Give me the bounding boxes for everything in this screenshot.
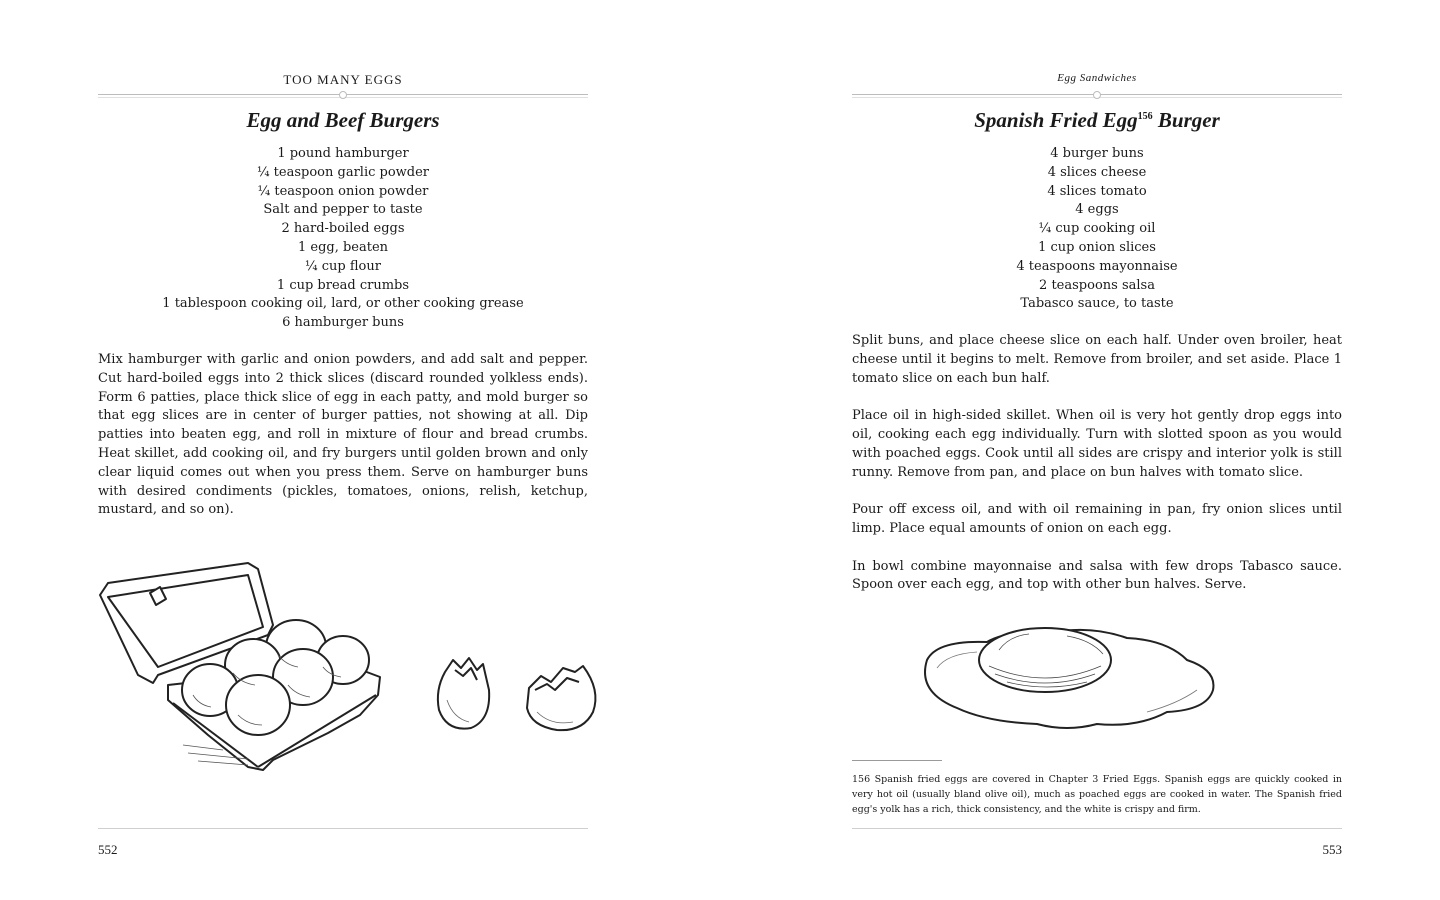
instructions	[852, 332, 1342, 614]
recipe-title	[852, 108, 1342, 133]
recipe-title-suffix: Burger	[1152, 108, 1220, 132]
instructions	[98, 351, 588, 539]
ingredient-item: 1 tablespoon cooking oil, lard, or other cooking grease	[162, 296, 524, 312]
instruction-paragraph: Split buns, and place cheese slice on each half. Under oven broiler, heat cheese until it begins to melt. Remove from broiler, and set aside. Place 1 tomato slice on each bun half.	[852, 333, 1342, 386]
ingredient-item: ¼ teaspoon garlic powder	[256, 164, 430, 180]
footer-rule	[852, 828, 1342, 829]
ingredient-item: 1 egg, beaten	[297, 239, 389, 255]
header-rule	[98, 92, 588, 98]
ingredient-item: ¼ teaspoon onion powder	[257, 183, 429, 199]
cracked-eggshell-icon	[433, 650, 613, 740]
ingredient-item: 4 teaspoons mayonnaise	[1016, 258, 1178, 274]
ingredient-item: 4 slices tomato	[1047, 183, 1147, 199]
ingredient-item: ¼ cup cooking oil	[1038, 221, 1156, 237]
ingredient-item: Salt and pepper to taste	[263, 202, 423, 218]
ingredient-item: 2 hard-boiled eggs	[281, 221, 405, 237]
footnote-marker: 156	[1137, 111, 1153, 122]
ingredient-item: Tabasco sauce, to taste	[1020, 296, 1174, 312]
fried-egg-icon	[917, 620, 1227, 735]
left-page	[98, 0, 588, 900]
instruction-paragraph: Mix hamburger with garlic and onion powders, and add salt and pepper. Cut hard-boiled eggs into 2 thick slices (discard rounded yolkless ends). Form 6 patties, place thick slice of egg in each patty, and mold burger so that egg slices are in center of burger patties, not showing at all. Dip patties into beaten egg, and roll in mixture of flour and bread crumbs. Heat skillet, add cooking oil, and fry burgers until golden brown and only clear liquid comes out when you press them. Serve on hamburger buns with desired condiments (pickles, tomatoes, onions, relish, ketchup, mustard, and so on).	[98, 352, 588, 518]
ingredient-item: 1 pound hamburger	[277, 146, 409, 161]
page-number: 552	[98, 842, 118, 857]
running-head: Egg Sandwiches	[1057, 72, 1137, 84]
instruction-paragraph: Pour off excess oil, and with oil remaining in pan, fry onion slices until limp. Place equal amounts of onion on each egg.	[852, 502, 1342, 536]
footer-rule	[98, 828, 588, 829]
running-head: TOO MANY EGGS	[283, 72, 403, 87]
footnote-rule	[852, 760, 942, 761]
header-rule	[852, 92, 1342, 98]
instruction-paragraph: Place oil in high-sided skillet. When oil is very hot gently drop eggs into oil, cooking each egg individually. Turn with slotted spoon as you would with poached eggs. Cook until all sides are crispy and interior yolk is still runny. Remove from pan, and place on bun halves with tomato slice.	[852, 408, 1342, 480]
recipe-title: Egg and Beef Burgers	[246, 108, 440, 132]
instruction-paragraph: In bowl combine mayonnaise and salsa with few drops Tabasco sauce. Spoon over each egg, and top with other bun halves. Serve.	[852, 558, 1342, 593]
ingredient-list	[852, 145, 1342, 314]
ingredient-item: 4 burger buns	[1050, 146, 1144, 161]
ingredient-list	[98, 145, 588, 333]
recipe-title-main: Spanish Fried Egg	[974, 108, 1138, 132]
ingredient-item: 2 teaspoons salsa	[1039, 277, 1155, 293]
page-number: 553	[1322, 842, 1342, 857]
ingredient-item: 6 hamburger buns	[282, 315, 404, 331]
ingredient-item: ¼ cup flour	[305, 258, 381, 274]
ingredient-item: 4 slices cheese	[1047, 164, 1147, 180]
right-page	[852, 0, 1342, 900]
ingredient-item: 1 cup onion slices	[1038, 239, 1156, 255]
footnote: 156 Spanish fried eggs are covered in Chapter 3 Fried Eggs. Spanish eggs are quickly cooked in very hot oil (usually bland olive oil), much as poached eggs are cooked in water. The Spanish fried egg's yolk has a rich, thick consistency, and the white is crispy and firm.	[852, 774, 1342, 815]
ingredient-item: 4 eggs	[1075, 202, 1119, 218]
egg-carton-icon	[98, 555, 388, 775]
ingredient-item: 1 cup bread crumbs	[276, 277, 410, 293]
